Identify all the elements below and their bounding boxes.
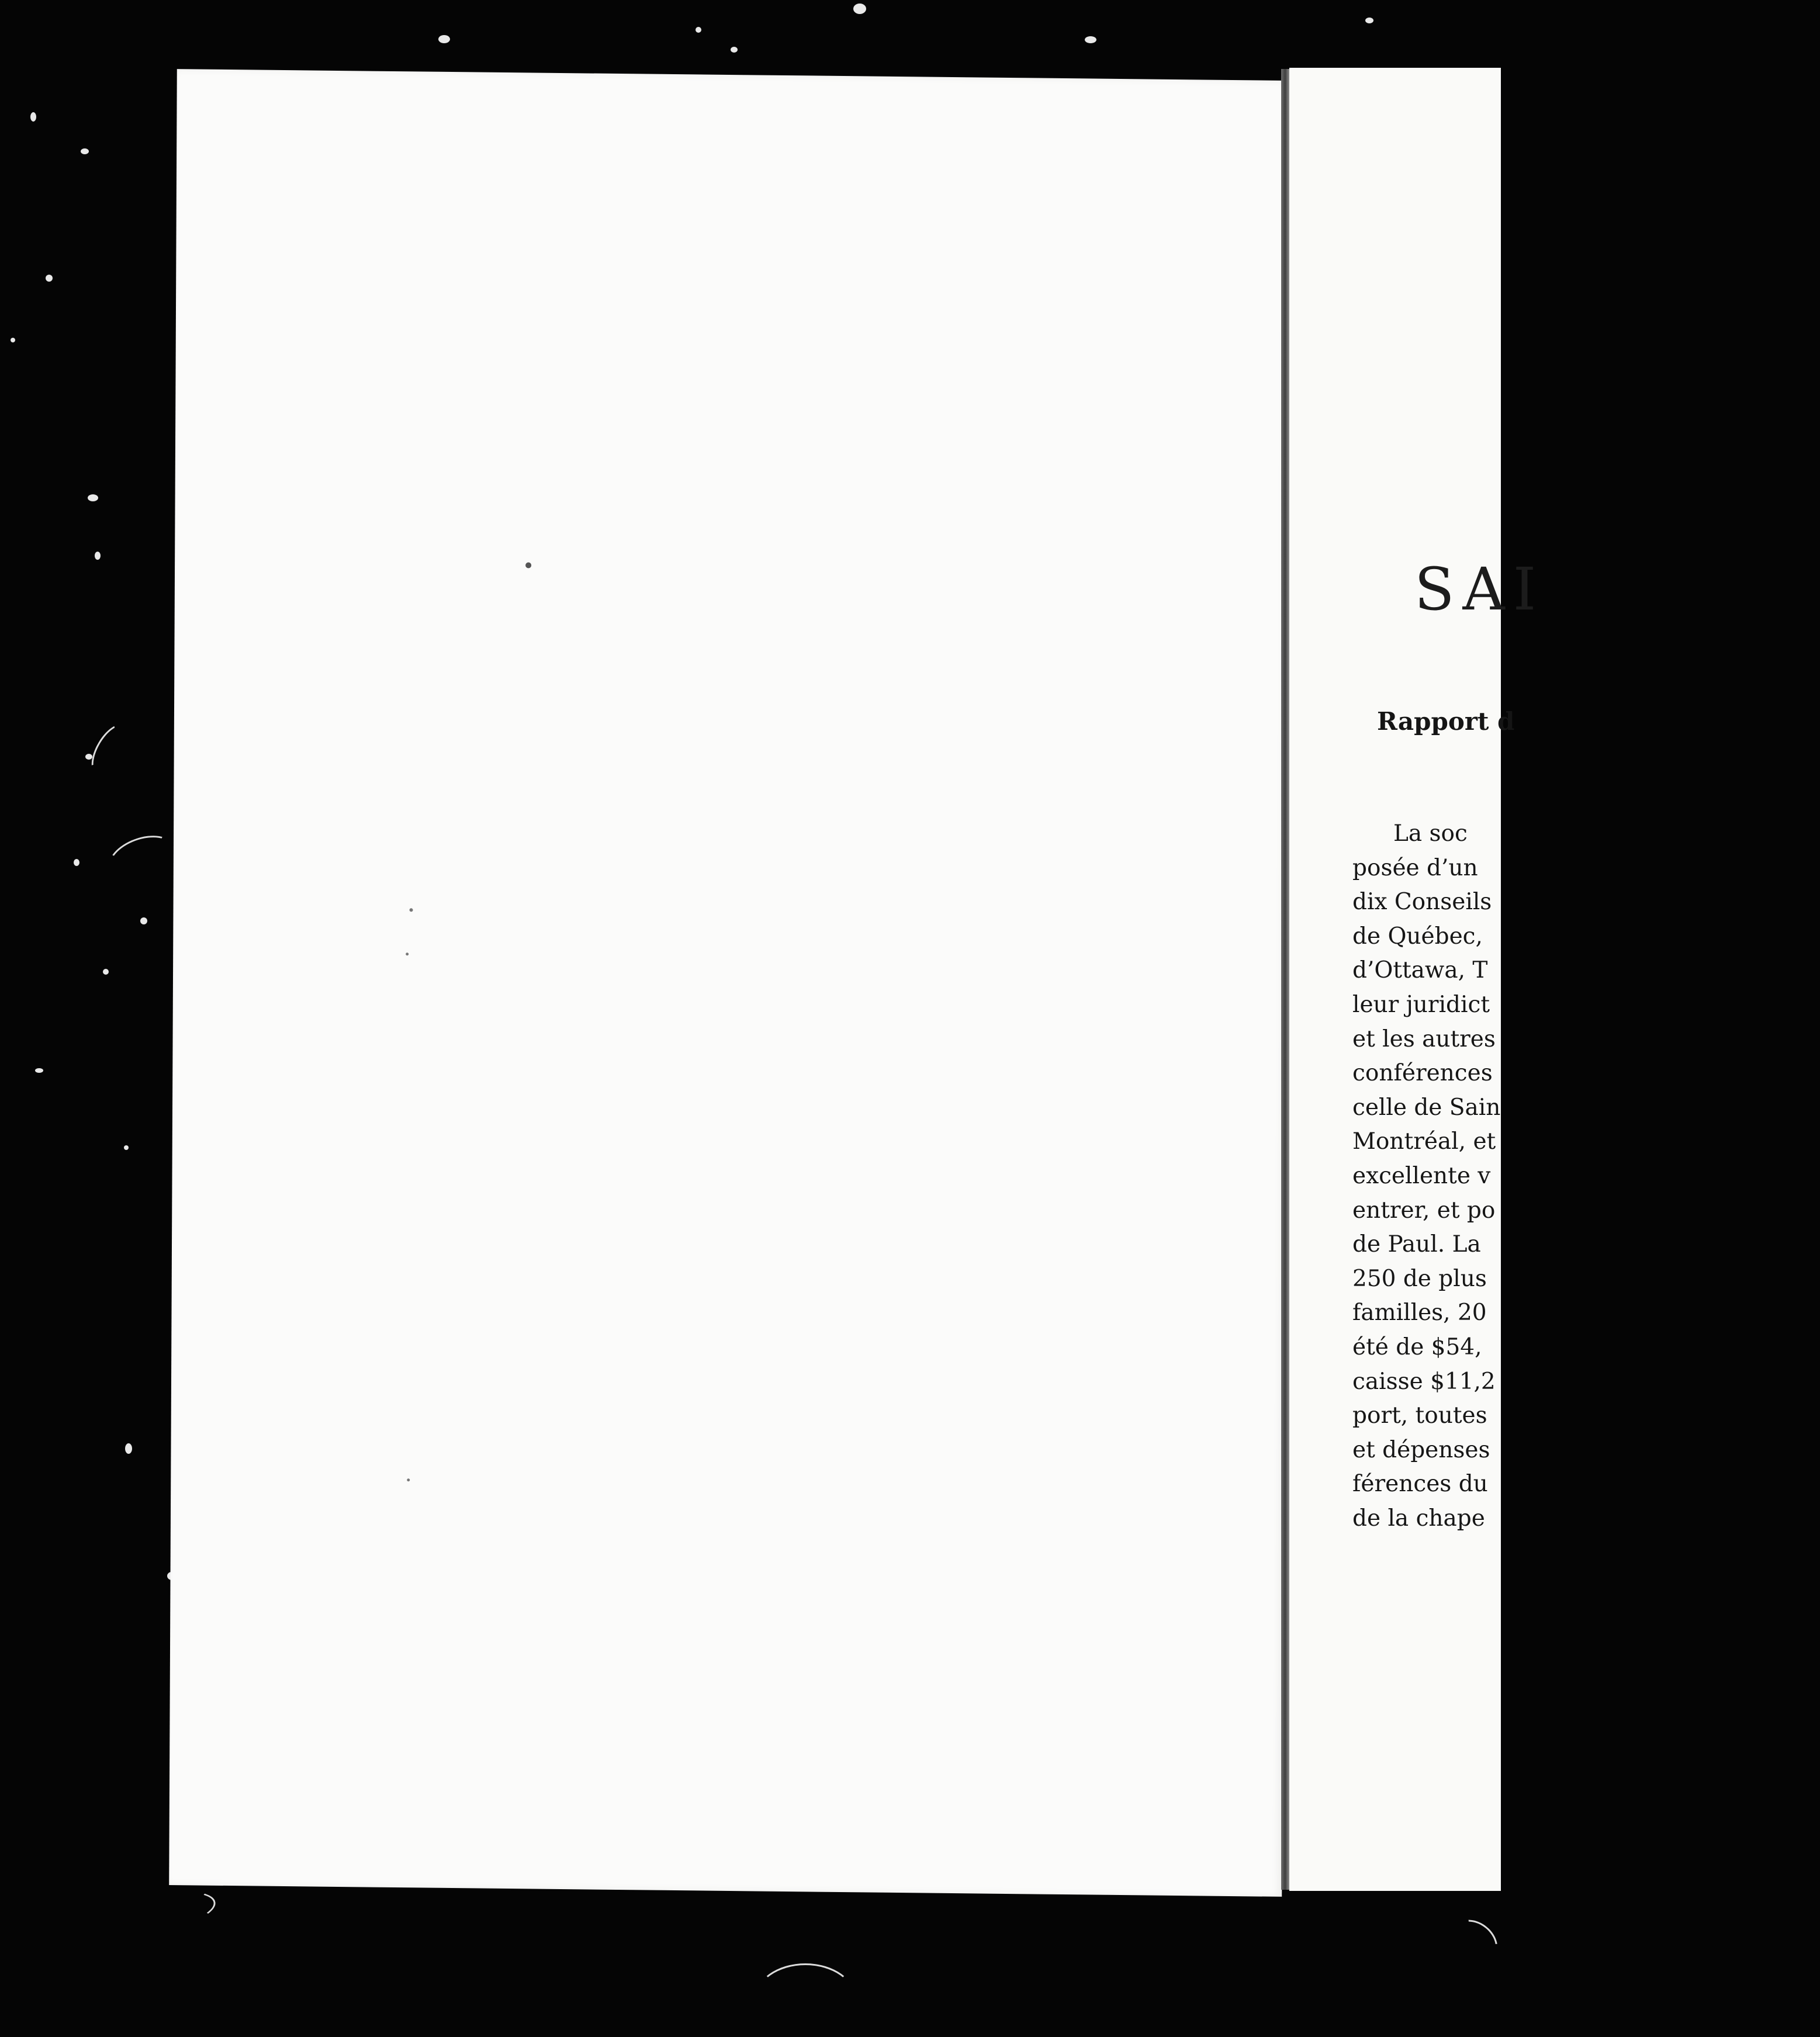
text-line: La soc	[1393, 820, 1468, 847]
dust-speck	[438, 35, 450, 43]
dust-speck	[853, 4, 866, 14]
text-line: excellente v	[1352, 1162, 1491, 1189]
right-page-content	[1289, 68, 1545, 1891]
right-page	[1289, 68, 1545, 1891]
text-line: leur juridict	[1352, 991, 1490, 1018]
dust-speck	[103, 969, 109, 975]
dust-speck	[81, 148, 89, 154]
text-line: et les autres	[1352, 1026, 1496, 1052]
text-line: de Paul. La	[1352, 1231, 1481, 1258]
text-line: conférences	[1352, 1060, 1493, 1087]
text-line: celle de Sain	[1352, 1094, 1501, 1121]
dust-speck	[30, 112, 36, 122]
text-line: 250 de plus	[1352, 1265, 1487, 1292]
dust-speck	[1365, 18, 1373, 23]
lint-fiber	[84, 719, 136, 781]
dust-speck	[140, 917, 147, 924]
text-line: de la chape	[1352, 1505, 1485, 1532]
book-gutter	[1281, 69, 1289, 1890]
lint-fiber	[103, 827, 180, 887]
text-line: port, toutes	[1352, 1402, 1487, 1429]
blank-left-page	[169, 69, 1290, 1897]
dust-speck	[1085, 36, 1096, 43]
dust-speck	[74, 859, 79, 866]
dust-speck	[46, 275, 53, 282]
text-line: entrer, et po	[1352, 1197, 1496, 1224]
paper-speck	[525, 562, 531, 568]
dust-speck	[731, 47, 738, 53]
dust-speck	[85, 754, 92, 760]
text-line: posée d’un	[1352, 854, 1478, 881]
dust-speck	[95, 552, 101, 560]
text-line: de Québec,	[1352, 923, 1483, 950]
text-line: et dépenses	[1352, 1436, 1490, 1463]
dust-speck	[125, 1443, 132, 1454]
dust-speck	[124, 1145, 129, 1150]
dust-speck	[11, 338, 15, 342]
page-heading: SAI	[1414, 555, 1545, 623]
text-line: été de $54,	[1352, 1333, 1482, 1360]
body-paragraph	[1352, 817, 1820, 1536]
text-line: dix Conseils	[1352, 889, 1492, 916]
paper-speck	[410, 908, 413, 912]
paper-speck	[406, 952, 409, 955]
report-subheading: Rapport d	[1377, 707, 1515, 736]
lint-fiber	[754, 1963, 857, 2037]
text-line: férences du	[1352, 1471, 1488, 1498]
text-line: Montréal, et	[1352, 1128, 1496, 1155]
lint-fiber	[94, 1883, 219, 1942]
text-line: d’Ottawa, T	[1352, 957, 1488, 984]
lint-fiber	[1443, 1911, 1506, 1973]
dust-speck	[88, 494, 98, 501]
dust-speck	[696, 27, 701, 33]
dust-speck	[35, 1068, 43, 1073]
text-line: familles, 20	[1352, 1300, 1487, 1326]
text-line: caisse $11,2	[1352, 1368, 1496, 1395]
paper-speck	[407, 1478, 410, 1481]
